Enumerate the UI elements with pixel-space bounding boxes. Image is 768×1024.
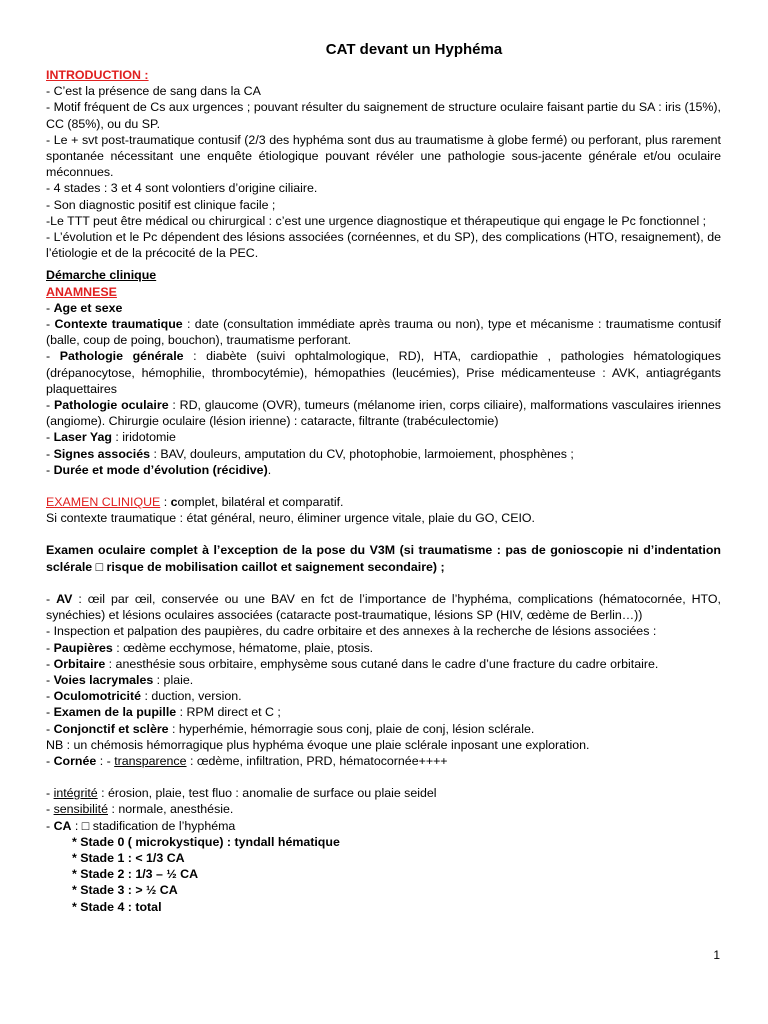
- examen-ca: - CA : □ stadification de l’hyphéma: [46, 818, 236, 833]
- examen-item: - Voies lacrymales : plaie.: [46, 672, 194, 687]
- item-label: Age et sexe: [53, 300, 123, 315]
- intro-heading: INTRODUCTION :: [46, 68, 149, 82]
- intro-line: - 4 stades : 3 et 4 sont volontiers d’origine ciliaire.: [46, 181, 318, 196]
- stade-item: * Stade 1 : < 1/3 CA: [72, 850, 185, 865]
- anamnese-item: - Pathologie générale : diabète (suivi ophtalmologique, RD), HTA, cardiopathie , pathologies hématologiques (drépanocytose, hémophilie, thrombocytémie), hémopathies (leucémies), Prise médicamenteuse : AVK, antiagrégants plaquettaires: [46, 349, 721, 396]
- intro-line: - Son diagnostic positif est clinique facile ;: [46, 197, 276, 212]
- examen-heading: EXAMEN CLINIQUE: [46, 495, 161, 510]
- item-label: Signes associés: [53, 446, 151, 461]
- examen-item: - Conjonctif et sclère : hyperhémie, hémorragie sous conj, plaie de conj, lésion sclérale.: [46, 721, 535, 736]
- item-label: Durée et mode d’évolution (récidive): [53, 462, 268, 477]
- section-heading-demarche: Démarche clinique: [46, 268, 157, 283]
- examen-intro: EXAMEN CLINIQUE : complet, bilatéral et comparatif.: [46, 495, 344, 510]
- stade-item: * Stade 3 : > ½ CA: [72, 883, 178, 898]
- intro-line: - C’est la présence de sang dans la CA: [46, 84, 261, 99]
- intro-line: - Le + svt post-traumatique contusif (2/3 des hyphéma sont dus au traumatisme à globe fermé) ou perforant, plus rarement spontanée nécessitant une enquête étiologique pouvant révéler une pathologie sous-jacente générale et/ou oculaire méconnues.: [46, 132, 721, 180]
- examen-oculaire-paragraph: Examen oculaire complet à l’exception de la pose du V3M (si traumatisme : pas de gonioscopie ni d’indentation sclérale □ risque de mobilisation caillot et saignement secondaire) ;: [46, 543, 721, 574]
- anamnese-item: - Pathologie oculaire : RD, glaucome (OVR), tumeurs (mélanome irien, corps ciliaire), malformations vasculaires iriennes (angiome). Chirurgie oculaire (lésion irienne) : cataracte, filtrante (trabéculectomie): [46, 398, 721, 429]
- item-label: Contexte traumatique: [54, 317, 183, 332]
- document-body: [46, 67, 721, 915]
- examen-av: - AV : œil par œil, conservée ou une BAV en fct de l’importance de l’hyphéma, complications (hématocornée, HTO, synéchies) et lésions oculaires associées (cataracte post-traumatique, lésions SP (HIV, œdème de Berlin…)): [46, 591, 721, 623]
- stade-item: * Stade 0 ( microkystique) : tyndall hématique: [72, 834, 340, 849]
- intro-line: - Motif fréquent de Cs aux urgences ; pouvant résulter du saignement de structure oculaire faisant partie du SA : iris (15%), CC (85%), ou du SP.: [46, 100, 721, 131]
- examen-nb: NB : un chémosis hémorragique plus hyphéma évoque une plaie sclérale inposant une exploration.: [46, 737, 590, 752]
- anamnese-item: - Signes associés : BAV, douleurs, amputation du CV, photophobie, larmoiement, phosphènes ;: [46, 446, 574, 461]
- examen-item: - Oculomotricité : duction, version.: [46, 689, 242, 704]
- page-number: 1: [713, 948, 720, 962]
- examen-integrite: - intégrité : érosion, plaie, test fluo : anomalie de surface ou plaie seidel: [46, 786, 437, 801]
- intro-line: - L’évolution et le Pc dépendent des lésions associées (cornéennes, et du SP), des complications (HTO, resaignement), de l’étiologie et de la précocité de la PEC.: [46, 230, 721, 261]
- examen-context: Si contexte traumatique : état général, neuro, éliminer urgence vitale, plaie du GO, CEIO.: [46, 511, 536, 526]
- item-label: Pathologie générale: [59, 349, 184, 364]
- examen-inspection: - Inspection et palpation des paupières, du cadre orbitaire et des annexes à la recherche de lésions associées :: [46, 624, 657, 639]
- examen-item: - Examen de la pupille : RPM direct et C ;: [46, 705, 281, 720]
- examen-item: - Orbitaire : anesthésie sous orbitaire, emphysème sous cutané dans le cadre d’une fracture du cadre orbitaire.: [46, 656, 659, 671]
- stade-item: * Stade 4 : total: [72, 899, 162, 914]
- intro-line: -Le TTT peut être médical ou chirurgical : c’est une urgence diagnostique et thérapeutique qui engage le Pc fonctionnel ;: [46, 213, 707, 228]
- anamnese-heading: ANAMNESE: [46, 284, 117, 299]
- page-title: CAT devant un Hyphéma: [325, 41, 503, 58]
- stade-item: * Stade 2 : 1/3 – ½ CA: [72, 867, 199, 882]
- examen-cornee: - Cornée : - transparence : œdème, infiltration, PRD, hématocornée++++: [46, 753, 448, 768]
- item-label: Laser Yag: [53, 430, 112, 445]
- anamnese-item: - Age et sexe: [46, 300, 123, 315]
- item-label: Pathologie oculaire: [53, 398, 169, 413]
- anamnese-item: - Durée et mode d’évolution (récidive).: [46, 462, 272, 477]
- anamnese-item: - Laser Yag : iridotomie: [46, 430, 176, 445]
- examen-sensibilite: - sensibilité : normale, anesthésie.: [46, 802, 234, 817]
- examen-item: - Paupières : œdème ecchymose, hématome, plaie, ptosis.: [46, 640, 374, 655]
- anamnese-item: - Contexte traumatique : date (consultation immédiate après trauma ou non), type et mécanisme : traumatisme contusif (balle, coup de poing, bouchon), traumatisme perforant.: [46, 317, 721, 348]
